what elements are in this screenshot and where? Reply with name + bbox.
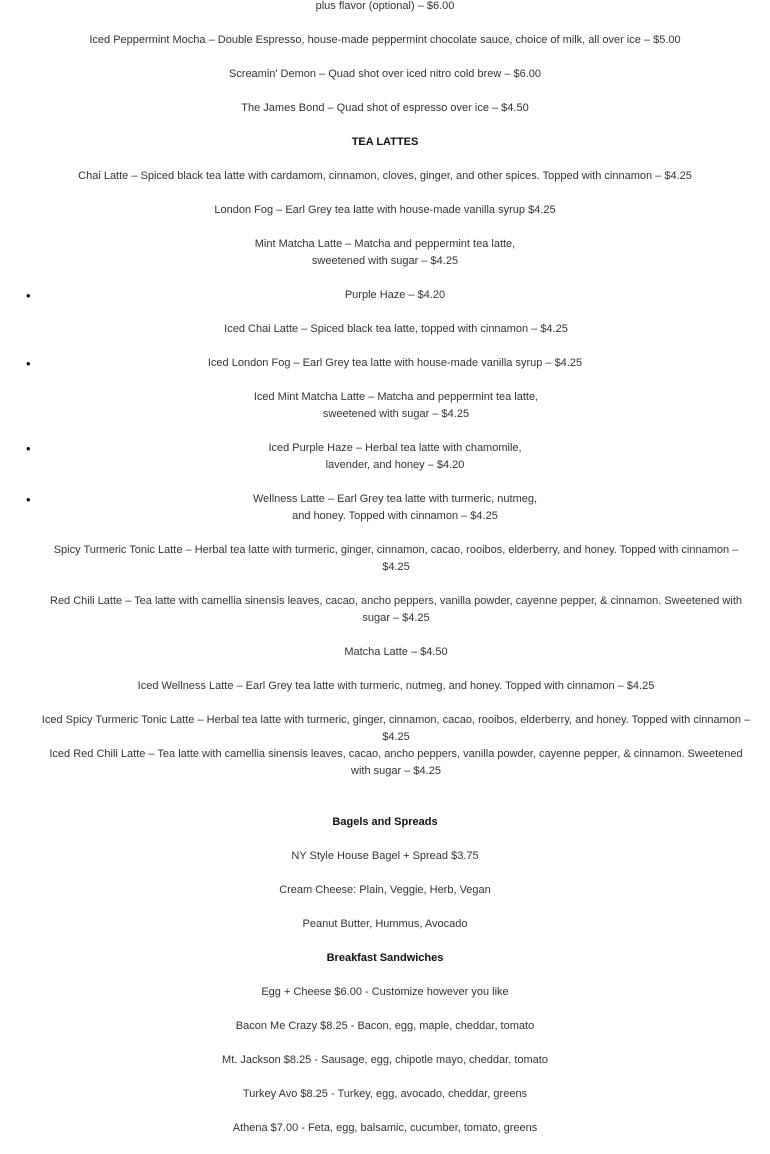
list-item-wellness-latte <box>0 491 770 525</box>
menu-item-athena: Athena $7.00 - Feta, egg, balsamic, cucumber, tomato, greens <box>232 1122 538 1134</box>
menu-item-turkey-avo: Turkey Avo $8.25 - Turkey, egg, avocado, cheddar, greens <box>242 1088 528 1100</box>
menu-item-line: Iced Purple Haze – Herbal tea latte with chamomile, <box>268 442 522 454</box>
menu-item-other-spreads: Peanut Butter, Hummus, Avocado <box>302 918 468 930</box>
menu-item-iced-chai-latte: Iced Chai Latte – Spiced black tea latte, topped with cinnamon – $4.25 <box>224 323 568 335</box>
menu-item-chai-latte: Chai Latte – Spiced black tea latte with cardamom, cinnamon, cloves, ginger, and other spices. Topped with cinnamon – $4.25 <box>78 170 692 182</box>
menu-item-mint-matcha-latte <box>0 236 770 270</box>
bullet-icon: • <box>26 288 31 303</box>
menu-item-line: sweetened with sugar – $4.25 <box>311 255 459 267</box>
menu-item-purple-haze: Purple Haze – $4.20 <box>344 289 446 301</box>
menu-item-iced-red-chili-latte: Iced Red Chili Latte – Tea latte with camellia sinensis leaves, cacao, ancho peppers, vanilla powder, cayenne pepper, & cinnamon. Sweetened with sugar – $4.25 <box>49 748 743 777</box>
menu-item-egg-cheese: Egg + Cheese $6.00 - Customize however you like <box>261 986 509 998</box>
list-item-iced-london-fog <box>0 355 770 372</box>
menu-item-bacon-me-crazy: Bacon Me Crazy $8.25 - Bacon, egg, maple, cheddar, tomato <box>235 1020 535 1032</box>
menu-item-ny-style-bagel: NY Style House Bagel + Spread $3.75 <box>291 850 479 862</box>
menu-item-matcha-latte: Matcha Latte – $4.50 <box>344 646 448 658</box>
list-item-purple-haze <box>0 287 770 304</box>
menu-item-screamin-demon: Screamin' Demon – Quad shot over iced nitro cold brew – $6.00 <box>228 68 542 80</box>
menu-item-line: and honey. Topped with cinnamon – $4.25 <box>292 510 498 522</box>
section-heading-bagels-and-spreads: Bagels and Spreads <box>332 816 438 828</box>
menu-item-james-bond: The James Bond – Quad shot of espresso over ice – $4.50 <box>241 102 529 114</box>
menu-item-red-chili-latte: Red Chili Latte – Tea latte with camellia sinensis leaves, cacao, ancho peppers, vanilla powder, cayenne pepper, & cinnamon. Sweetened with sugar – $4.25 <box>50 595 742 624</box>
list-item-iced-purple-haze <box>0 440 770 474</box>
bullet-icon: • <box>26 492 31 507</box>
menu-item-iced-spicy-turmeric-tonic-latte: Iced Spicy Turmeric Tonic Latte – Herbal tea latte with turmeric, ginger, cinnamon, cacao, rooibos, elderberry, and honey. Topped with cinnamon – $4.25 <box>41 714 751 743</box>
menu-item-london-fog: London Fog – Earl Grey tea latte with house-made vanilla syrup $4.25 <box>214 204 556 216</box>
menu-item-iced-mint-matcha-latte <box>0 389 770 423</box>
menu-item-iced-wellness-latte: Iced Wellness Latte – Earl Grey tea latte with turmeric, nutmeg, and honey. Topped with cinnamon – $4.25 <box>137 680 655 692</box>
section-heading-tea-lattes: TEA LATTES <box>351 136 419 148</box>
menu-item-line: Iced Mint Matcha Latte – Matcha and peppermint tea latte, <box>253 391 539 403</box>
menu-item-line: Wellness Latte – Earl Grey tea latte with turmeric, nutmeg, <box>252 493 538 505</box>
section-heading-breakfast-sandwiches: Breakfast Sandwiches <box>326 952 444 964</box>
menu-item-line: sweetened with sugar – $4.25 <box>322 408 470 420</box>
menu-item-iced-peppermint-mocha: Iced Peppermint Mocha – Double Espresso, house-made peppermint chocolate sauce, choice of milk, all over ice – $5.00 <box>89 34 681 46</box>
menu-item-spicy-turmeric-tonic-latte: Spicy Turmeric Tonic Latte – Herbal tea latte with turmeric, ginger, cinnamon, cacao, rooibos, elderberry, and honey. Topped with cinnamon – $4.25 <box>53 544 739 573</box>
menu-item-line: lavender, and honey – $4.20 <box>325 459 465 471</box>
menu-item-cream-cheese: Cream Cheese: Plain, Veggie, Herb, Vegan <box>279 884 491 896</box>
menu-item-partial: plus flavor (optional) – $6.00 <box>315 0 455 12</box>
menu-item-mt-jackson: Mt. Jackson $8.25 - Sausage, egg, chipotle mayo, cheddar, tomato <box>222 1054 548 1066</box>
bullet-icon: • <box>26 356 31 371</box>
menu-item-iced-london-fog: Iced London Fog – Earl Grey tea latte with house-made vanilla syrup – $4.25 <box>207 357 583 369</box>
menu-item-line: Mint Matcha Latte – Matcha and peppermint tea latte, <box>254 238 516 250</box>
bullet-icon: • <box>26 441 31 456</box>
